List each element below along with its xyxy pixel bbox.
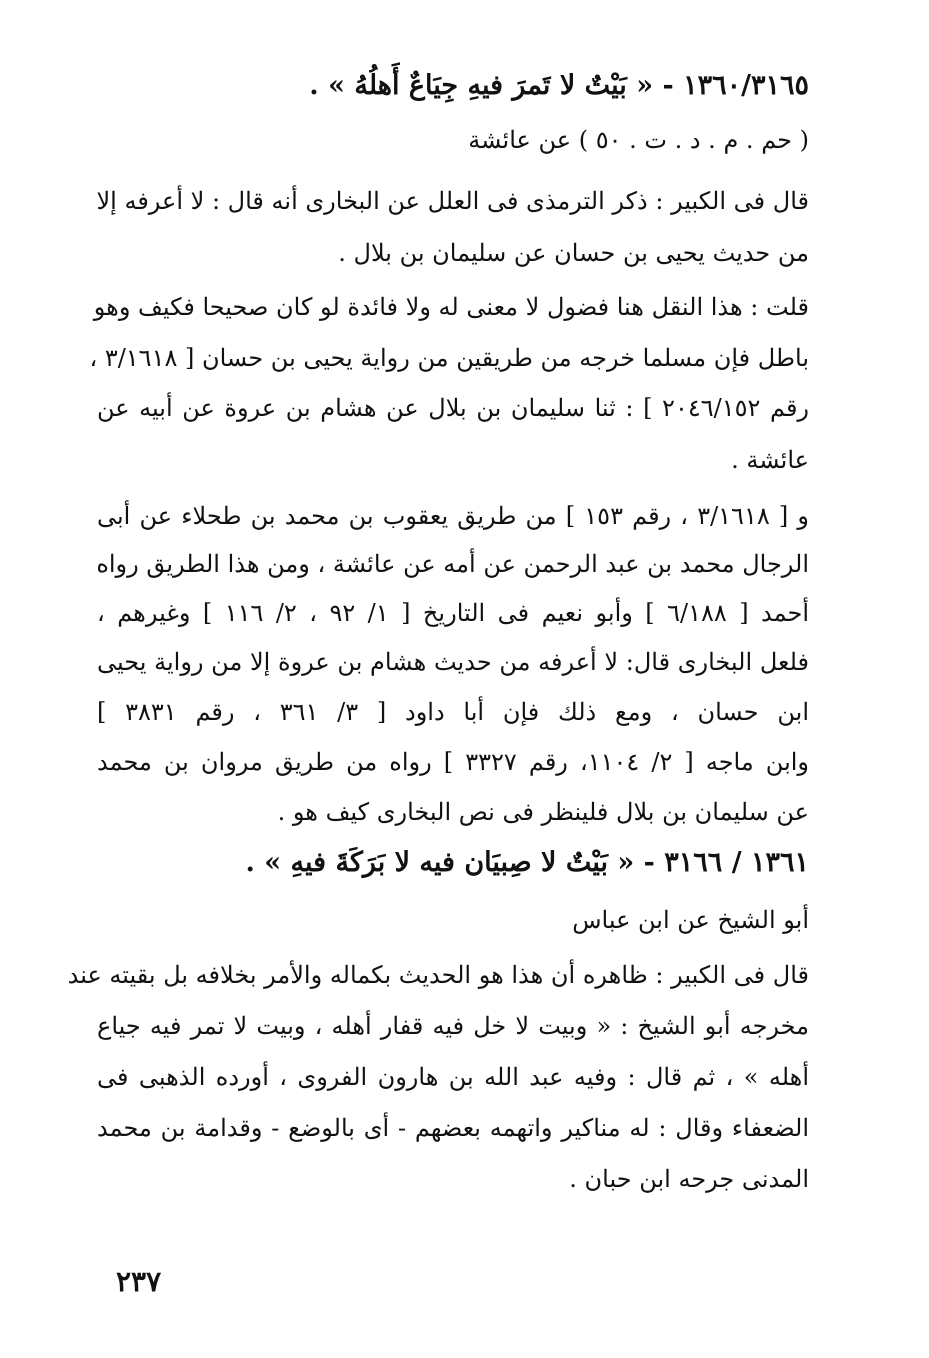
commentary-line: وابن ماجه [ ٢/ ١١٠٤، رقم ٣٣٢٧ ] رواه من طريق مروان بن محمد [97, 748, 810, 776]
commentary-line: و [ ٣/١٦١٨ ، رقم ١٥٣ ] من طريق يعقوب بن محمد بن طحلاء عن أبى [97, 502, 809, 530]
commentary-line: الرجال محمد بن عبد الرحمن عن أمه عن عائشة ، ومن هذا الطريق رواه [96, 550, 809, 578]
commentary-line: أهله » ، ثم قال : وفيه عبد الله بن هارون الفروى ، أورده الذهبى فى [97, 1063, 809, 1091]
commentary-line: أحمد [ ٦/١٨٨ ] وأبو نعيم فى التاريخ [ ١/ ٩٢ ، ٢/ ١١٦ ] وغيرهم ، [97, 599, 809, 627]
commentary-line: مخرجه أبو الشيخ : « وبيت لا خل فيه قفار أهله ، وبيت لا تمر فيه جياع [97, 1012, 809, 1040]
hadith-heading-1361: ١٣٦١ / ٣١٦٦ - « بَيْتٌ لا صِبيَان فيه لا بَرَكَةَ فيهِ » . [245, 847, 809, 878]
commentary-line: المدنى جرحه ابن حبان . [569, 1165, 809, 1193]
hadith-source-1360: ( حم . م . د . ت . ٥٠ ) عن عائشة [468, 126, 809, 154]
commentary-line: عن سليمان بن بلال فلينظر فى نص البخارى كيف هو . [277, 798, 809, 826]
commentary-line: فلعل البخارى قال: لا أعرفه من حديث هشام بن عروة إلا من رواية يحيى [97, 648, 810, 676]
commentary-line: ابن حسان ، ومع ذلك فإن أبا داود [ ٣/ ٣٦١ ، رقم ٣٨٣١ ] [97, 698, 809, 726]
commentary-line: من حديث يحيى بن حسان عن سليمان بن بلال . [338, 239, 809, 267]
commentary-line: قلت : هذا النقل هنا فضول لا معنى له ولا فائدة لو كان صحيحا فكيف وهو [93, 293, 809, 321]
commentary-line: باطل فإن مسلما خرجه من طريقين من رواية يحيى بن حسان [ ٣/١٦١٨ ، [89, 344, 809, 372]
hadith-source-1361: أبو الشيخ عن ابن عباس [572, 906, 809, 934]
commentary-line: عائشة . [731, 446, 809, 474]
page-number: ٢٣٧ [116, 1265, 162, 1298]
commentary-line: قال فى الكبير : ظاهره أن هذا هو الحديث بكماله والأمر بخلافه بل بقيته عند [67, 961, 809, 989]
commentary-line: قال فى الكبير : ذكر الترمذى فى العلل عن البخارى أنه قال : لا أعرفه إلا [96, 187, 809, 215]
commentary-line: رقم ٢٠٤٦/١٥٢ ] : ثنا سليمان بن بلال عن هشام بن عروة عن أبيه عن [97, 394, 810, 422]
commentary-line: الضعفاء وقال : له مناكير واتهمه بعضهم - أى بالوضع - وقدامة بن محمد [97, 1114, 809, 1142]
hadith-heading-1360: ١٣٦٠/٣١٦٥ - « بَيْتٌ لا تَمرَ فيهِ جِيَاعٌ أَهلُهُ » . [309, 70, 809, 101]
